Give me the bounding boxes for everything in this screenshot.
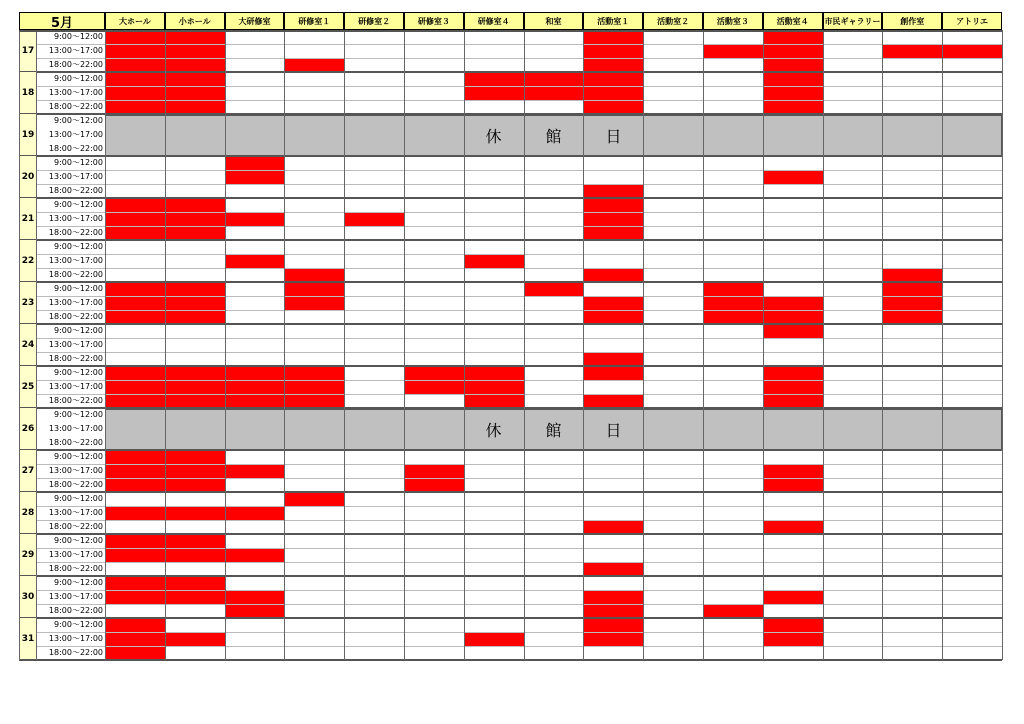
closed-day-char: 休 <box>485 127 502 146</box>
booked-slot[interactable] <box>105 591 165 604</box>
room-header: 活動室２ <box>643 12 703 30</box>
column-divider <box>284 30 285 660</box>
room-header: 研修室４ <box>464 12 524 30</box>
booked-slot[interactable] <box>524 73 584 86</box>
booked-slot[interactable] <box>105 297 165 310</box>
booked-slot[interactable] <box>763 591 823 604</box>
booked-slot[interactable] <box>763 633 823 646</box>
booked-slot[interactable] <box>464 381 524 394</box>
booked-slot[interactable] <box>225 171 285 184</box>
slot-divider <box>36 58 1002 59</box>
column-divider <box>703 30 704 660</box>
time-slot-label: 18:00～22:00 <box>48 606 103 615</box>
column-divider <box>583 30 584 660</box>
day-number: 17 <box>19 30 36 72</box>
time-slot-label: 9:00～12:00 <box>53 242 103 251</box>
booked-slot[interactable] <box>464 633 524 646</box>
booked-slot[interactable] <box>404 465 464 478</box>
booked-slot[interactable] <box>882 45 942 58</box>
closed-day-banner <box>105 115 1002 156</box>
time-slot-label: 13:00～17:00 <box>48 172 103 181</box>
time-slot-label: 13:00～17:00 <box>48 550 103 559</box>
day-divider <box>19 659 1002 661</box>
closed-day-char: 日 <box>605 421 622 440</box>
booked-slot[interactable] <box>942 45 1002 58</box>
booked-slot[interactable] <box>763 171 823 184</box>
time-slot-label: 9:00～12:00 <box>53 368 103 377</box>
booked-slot[interactable] <box>165 633 225 646</box>
column-divider <box>882 30 883 660</box>
booked-slot[interactable] <box>583 199 643 212</box>
booked-slot[interactable] <box>105 213 165 226</box>
booked-slot[interactable] <box>763 31 823 44</box>
slot-divider <box>36 254 1002 255</box>
room-header: 研修室２ <box>344 12 404 30</box>
time-slot-label: 13:00～17:00 <box>48 508 103 517</box>
day-number: 22 <box>19 240 36 282</box>
time-slot-label: 18:00～22:00 <box>48 186 103 195</box>
column-divider <box>165 30 166 660</box>
time-slot-label: 18:00～22:00 <box>48 354 103 363</box>
booked-slot[interactable] <box>583 367 643 380</box>
booked-slot[interactable] <box>763 297 823 310</box>
column-divider <box>1002 30 1003 660</box>
booked-slot[interactable] <box>165 451 225 464</box>
room-header: 市民ギャラリー <box>823 12 883 30</box>
day-number: 20 <box>19 156 36 198</box>
booked-slot[interactable] <box>763 325 823 338</box>
column-divider <box>643 30 644 660</box>
column-divider <box>19 30 20 660</box>
booked-slot[interactable] <box>225 549 285 562</box>
column-divider <box>464 30 465 660</box>
booked-slot[interactable] <box>464 367 524 380</box>
booked-slot[interactable] <box>763 381 823 394</box>
booked-slot[interactable] <box>105 633 165 646</box>
booked-slot[interactable] <box>404 381 464 394</box>
slot-divider <box>36 268 1002 269</box>
time-slot-label: 13:00～17:00 <box>48 256 103 265</box>
booked-slot[interactable] <box>882 283 942 296</box>
booked-slot[interactable] <box>165 507 225 520</box>
booked-slot[interactable] <box>763 87 823 100</box>
column-divider <box>763 30 764 660</box>
booked-slot[interactable] <box>583 45 643 58</box>
booked-slot[interactable] <box>105 367 165 380</box>
day-number: 18 <box>19 72 36 114</box>
booked-slot[interactable] <box>165 297 225 310</box>
time-slot-label: 13:00～17:00 <box>48 298 103 307</box>
time-slot-label: 13:00～17:00 <box>48 592 103 601</box>
booked-slot[interactable] <box>165 87 225 100</box>
slot-divider <box>36 212 1002 213</box>
column-divider <box>823 30 824 660</box>
booked-slot[interactable] <box>225 507 285 520</box>
slot-divider <box>36 100 1002 101</box>
room-header: 活動室４ <box>763 12 823 30</box>
time-slot-label: 9:00～12:00 <box>53 32 103 41</box>
slot-divider <box>36 86 1002 87</box>
slot-divider <box>36 380 1002 381</box>
room-header: 大ホール <box>105 12 165 30</box>
time-slot-label: 13:00～17:00 <box>48 340 103 349</box>
booked-slot[interactable] <box>165 45 225 58</box>
time-slot-label: 9:00～12:00 <box>53 452 103 461</box>
booked-slot[interactable] <box>165 283 225 296</box>
booked-slot[interactable] <box>225 367 285 380</box>
slot-divider <box>36 226 1002 227</box>
column-divider <box>344 30 345 660</box>
table-top-border <box>19 30 1002 32</box>
booked-slot[interactable] <box>165 535 225 548</box>
booked-slot[interactable] <box>105 199 165 212</box>
booked-slot[interactable] <box>763 367 823 380</box>
booked-slot[interactable] <box>165 73 225 86</box>
day-number: 30 <box>19 576 36 618</box>
booked-slot[interactable] <box>524 87 584 100</box>
time-slot-label: 18:00～22:00 <box>48 522 103 531</box>
slot-divider <box>36 394 1002 395</box>
booked-slot[interactable] <box>583 633 643 646</box>
time-slot-label: 18:00～22:00 <box>48 396 103 405</box>
booked-slot[interactable] <box>583 213 643 226</box>
booked-slot[interactable] <box>284 381 344 394</box>
slot-divider <box>36 296 1002 297</box>
booked-slot[interactable] <box>703 283 763 296</box>
booked-slot[interactable] <box>583 31 643 44</box>
booked-slot[interactable] <box>105 619 165 632</box>
booked-slot[interactable] <box>165 465 225 478</box>
booked-slot[interactable] <box>583 87 643 100</box>
time-slot-label: 13:00～17:00 <box>48 46 103 55</box>
booked-slot[interactable] <box>284 297 344 310</box>
booked-slot[interactable] <box>225 255 285 268</box>
time-slot-label: 18:00～22:00 <box>48 144 103 153</box>
month-label: 5月 <box>19 12 105 30</box>
booked-slot[interactable] <box>165 199 225 212</box>
day-divider <box>19 323 1002 325</box>
room-header: 和室 <box>524 12 584 30</box>
booked-slot[interactable] <box>165 549 225 562</box>
room-header: 活動室３ <box>703 12 763 30</box>
room-header: 小ホール <box>165 12 225 30</box>
booked-slot[interactable] <box>225 381 285 394</box>
day-divider <box>19 239 1002 241</box>
booked-slot[interactable] <box>524 283 584 296</box>
column-divider <box>942 30 943 660</box>
day-number: 21 <box>19 198 36 240</box>
slot-divider <box>36 604 1002 605</box>
day-number: 29 <box>19 534 36 576</box>
booked-slot[interactable] <box>225 157 285 170</box>
slot-divider <box>36 548 1002 549</box>
booked-slot[interactable] <box>763 73 823 86</box>
day-number: 28 <box>19 492 36 534</box>
time-slot-label: 18:00～22:00 <box>48 648 103 657</box>
room-header: 大研修室 <box>225 12 285 30</box>
day-number: 24 <box>19 324 36 366</box>
time-slot-label: 18:00～22:00 <box>48 228 103 237</box>
column-divider <box>225 30 226 660</box>
booked-slot[interactable] <box>105 465 165 478</box>
slot-divider <box>36 646 1002 647</box>
booked-slot[interactable] <box>105 45 165 58</box>
time-slot-label: 18:00～22:00 <box>48 312 103 321</box>
slot-divider <box>36 464 1002 465</box>
time-slot-label: 13:00～17:00 <box>48 424 103 433</box>
time-slot-label: 9:00～12:00 <box>53 578 103 587</box>
booked-slot[interactable] <box>105 577 165 590</box>
time-slot-label: 13:00～17:00 <box>48 214 103 223</box>
booked-slot[interactable] <box>284 493 344 506</box>
day-number: 26 <box>19 408 36 450</box>
slot-divider <box>36 170 1002 171</box>
booked-slot[interactable] <box>105 31 165 44</box>
time-slot-label: 9:00～12:00 <box>53 620 103 629</box>
booked-slot[interactable] <box>583 73 643 86</box>
booked-slot[interactable] <box>583 591 643 604</box>
room-header: 研修室３ <box>404 12 464 30</box>
booked-slot[interactable] <box>105 283 165 296</box>
booked-slot[interactable] <box>583 619 643 632</box>
booked-slot[interactable] <box>225 465 285 478</box>
day-number: 27 <box>19 450 36 492</box>
booked-slot[interactable] <box>165 367 225 380</box>
closed-day-char: 館 <box>545 421 562 440</box>
time-slot-label: 18:00～22:00 <box>48 564 103 573</box>
time-slot-label: 18:00～22:00 <box>48 270 103 279</box>
time-slot-label: 9:00～12:00 <box>53 74 103 83</box>
booked-slot[interactable] <box>105 381 165 394</box>
time-slot-label: 9:00～12:00 <box>53 410 103 419</box>
time-slot-label: 9:00～12:00 <box>53 494 103 503</box>
day-number: 19 <box>19 114 36 156</box>
booked-slot[interactable] <box>105 507 165 520</box>
booked-slot[interactable] <box>105 451 165 464</box>
day-number: 31 <box>19 618 36 660</box>
closed-day-char: 日 <box>605 127 622 146</box>
room-header: アトリエ <box>942 12 1002 30</box>
time-slot-label: 13:00～17:00 <box>48 634 103 643</box>
time-slot-label: 18:00～22:00 <box>48 480 103 489</box>
booked-slot[interactable] <box>225 591 285 604</box>
day-divider <box>19 491 1002 493</box>
booked-slot[interactable] <box>105 549 165 562</box>
booked-slot[interactable] <box>284 283 344 296</box>
slot-divider <box>36 44 1002 45</box>
slot-divider <box>36 310 1002 311</box>
slot-divider <box>36 562 1002 563</box>
day-divider <box>19 155 1002 157</box>
booked-slot[interactable] <box>404 367 464 380</box>
time-slot-label: 9:00～12:00 <box>53 326 103 335</box>
booked-slot[interactable] <box>703 45 763 58</box>
booked-slot[interactable] <box>284 367 344 380</box>
room-header: 研修室１ <box>284 12 344 30</box>
booked-slot[interactable] <box>165 213 225 226</box>
slot-divider <box>36 352 1002 353</box>
time-slot-label: 9:00～12:00 <box>53 284 103 293</box>
room-header: 創作室 <box>882 12 942 30</box>
time-slot-label: 13:00～17:00 <box>48 382 103 391</box>
booked-slot[interactable] <box>763 45 823 58</box>
slot-divider <box>36 632 1002 633</box>
booked-slot[interactable] <box>464 87 524 100</box>
booked-slot[interactable] <box>763 465 823 478</box>
booked-slot[interactable] <box>225 213 285 226</box>
column-divider <box>36 30 37 660</box>
time-slot-label: 9:00～12:00 <box>53 158 103 167</box>
slot-divider <box>36 506 1002 507</box>
booked-slot[interactable] <box>763 619 823 632</box>
booked-slot[interactable] <box>464 73 524 86</box>
time-slot-label: 18:00～22:00 <box>48 60 103 69</box>
booked-slot[interactable] <box>165 591 225 604</box>
slot-divider <box>36 478 1002 479</box>
booked-slot[interactable] <box>105 535 165 548</box>
time-slot-label: 9:00～12:00 <box>53 200 103 209</box>
slot-divider <box>36 590 1002 591</box>
booked-slot[interactable] <box>344 213 404 226</box>
booked-slot[interactable] <box>703 297 763 310</box>
time-slot-label: 13:00～17:00 <box>48 130 103 139</box>
time-slot-label: 18:00～22:00 <box>48 102 103 111</box>
booked-slot[interactable] <box>464 255 524 268</box>
day-number: 23 <box>19 282 36 324</box>
booked-slot[interactable] <box>583 297 643 310</box>
closed-day-banner <box>105 409 1002 450</box>
time-slot-label: 13:00～17:00 <box>48 88 103 97</box>
time-slot-label: 18:00～22:00 <box>48 438 103 447</box>
column-divider <box>404 30 405 660</box>
booked-slot[interactable] <box>165 577 225 590</box>
closed-day-char: 館 <box>545 127 562 146</box>
time-slot-label: 13:00～17:00 <box>48 466 103 475</box>
booked-slot[interactable] <box>105 73 165 86</box>
slot-divider <box>36 184 1002 185</box>
time-slot-label: 9:00～12:00 <box>53 536 103 545</box>
booked-slot[interactable] <box>165 381 225 394</box>
booked-slot[interactable] <box>105 87 165 100</box>
slot-divider <box>36 520 1002 521</box>
column-divider <box>524 30 525 660</box>
booked-slot[interactable] <box>882 297 942 310</box>
closed-day-char: 休 <box>485 421 502 440</box>
time-slot-label: 9:00～12:00 <box>53 116 103 125</box>
day-divider <box>19 617 1002 619</box>
room-header: 活動室１ <box>583 12 643 30</box>
booked-slot[interactable] <box>165 31 225 44</box>
slot-divider <box>36 338 1002 339</box>
column-divider <box>105 30 106 660</box>
day-number: 25 <box>19 366 36 408</box>
